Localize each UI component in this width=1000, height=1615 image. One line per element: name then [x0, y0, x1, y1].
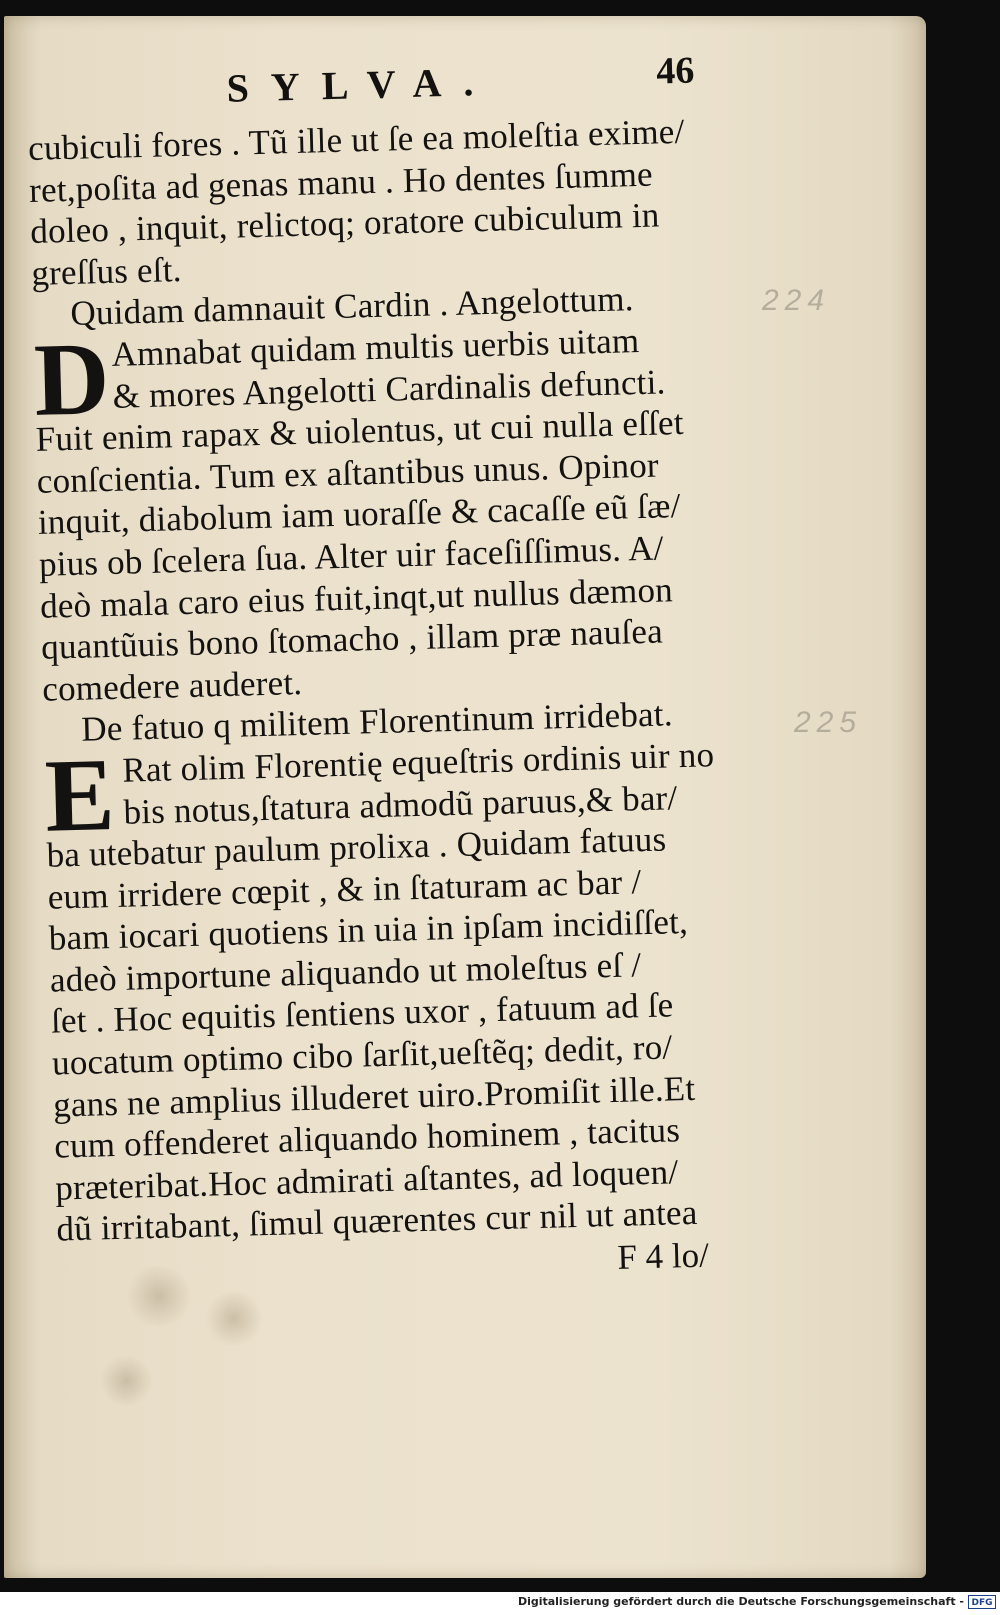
book-page [4, 16, 926, 1578]
page-number: 46 [655, 49, 695, 93]
footer-bar [0, 1592, 1000, 1615]
drop-cap: D [32, 320, 111, 438]
text-line: doleo , inquit, relictoq; oratore cubiculum in [29, 195, 660, 252]
paper-stain [204, 1291, 264, 1346]
text-line: greſſus eſt. [30, 249, 183, 293]
text-line: gans ne amplius illuderet uiro.Promiſit ille.Et [52, 1068, 696, 1125]
paragraph-fatuus [44, 731, 837, 1250]
text-line: conſcientia. Tum ex aſtantibus unus. Opinor [36, 445, 660, 501]
section-heading: De fatuo q militem Florentinum irridebat. [80, 694, 674, 750]
section-heading: Quidam damnauit Cardin . Angelottum. [69, 279, 635, 334]
paper-stain [99, 1356, 154, 1406]
text-line: comedere auderet. [41, 662, 303, 709]
text-line: Fuit enim rapax & uiolentus, ut cui nulla eſſet [35, 403, 685, 460]
signature-mark: F 4 lo/ [616, 1235, 710, 1277]
paragraph-angelottus [33, 315, 823, 710]
margin-note-224: 224 [762, 284, 831, 317]
text-line: & mores Angelotti Cardinalis defuncti. [112, 361, 666, 416]
margin-note-225: 225 [794, 706, 863, 739]
text-line: cum offenderet aliquando hominem , tacitus [53, 1110, 681, 1166]
running-title: SYLVA. [226, 58, 496, 111]
text-line: dũ irritabant, ſimul quærentes cur nil ut antea [55, 1193, 698, 1250]
text-line: ſet . Hoc equitis ſentiens uxor , fatuum ad ſe [50, 985, 674, 1042]
text-line: bam iocari quotiens in uia in ipſam incidiſſet, [48, 902, 689, 958]
funding-credit: Digitalisierung gefördert durch die Deutsche Forschungsgemeinschaft - [517, 1595, 964, 1608]
text-line: eum irridere cœpit , & in ſtaturam ac bar / [47, 861, 642, 917]
text-line: bis notus,ſtatura admodũ paruus,& bar/ [123, 777, 678, 832]
dfg-logo-icon[interactable]: DFG [968, 1595, 996, 1609]
text-line: Rat olim Florentię equeſtris ordinis uir no [121, 735, 715, 790]
text-line: cubiculi fores . Tũ ille ut ſe ea moleſtia exime/ [27, 111, 685, 168]
text-block [26, 46, 838, 1295]
text-line: ret,poſita ad genas manu . Ho dentes ſumme [28, 154, 654, 210]
text-line: præteribat.Hoc admirati aſtantes, ad loquen/ [54, 1152, 679, 1208]
text-line: quantũuis bono ſtomacho , illam præ nauſea [40, 611, 664, 667]
text-line: deò mala caro eius fuit,inqt,ut nullus dæmon [39, 569, 674, 626]
drop-cap: E [43, 736, 116, 854]
text-line: uocatum optimo cibo ſarſit,ueſtẽq; dedit, ro/ [51, 1027, 673, 1083]
text-line: ba utebatur paulum prolixa . Quidam fatuus [46, 819, 667, 875]
text-line: Amnabat quidam multis uerbis uitam [111, 321, 640, 374]
text-line: pius ob ſcelera ſua. Alter uir faceſiſſimus. A/ [38, 528, 665, 584]
text-line: inquit, diabolum iam uoraſſe & cacaſſe eũ ſæ/ [37, 486, 681, 543]
text-line: adeò importune aliquando ut moleſtus eſ / [49, 945, 642, 1000]
